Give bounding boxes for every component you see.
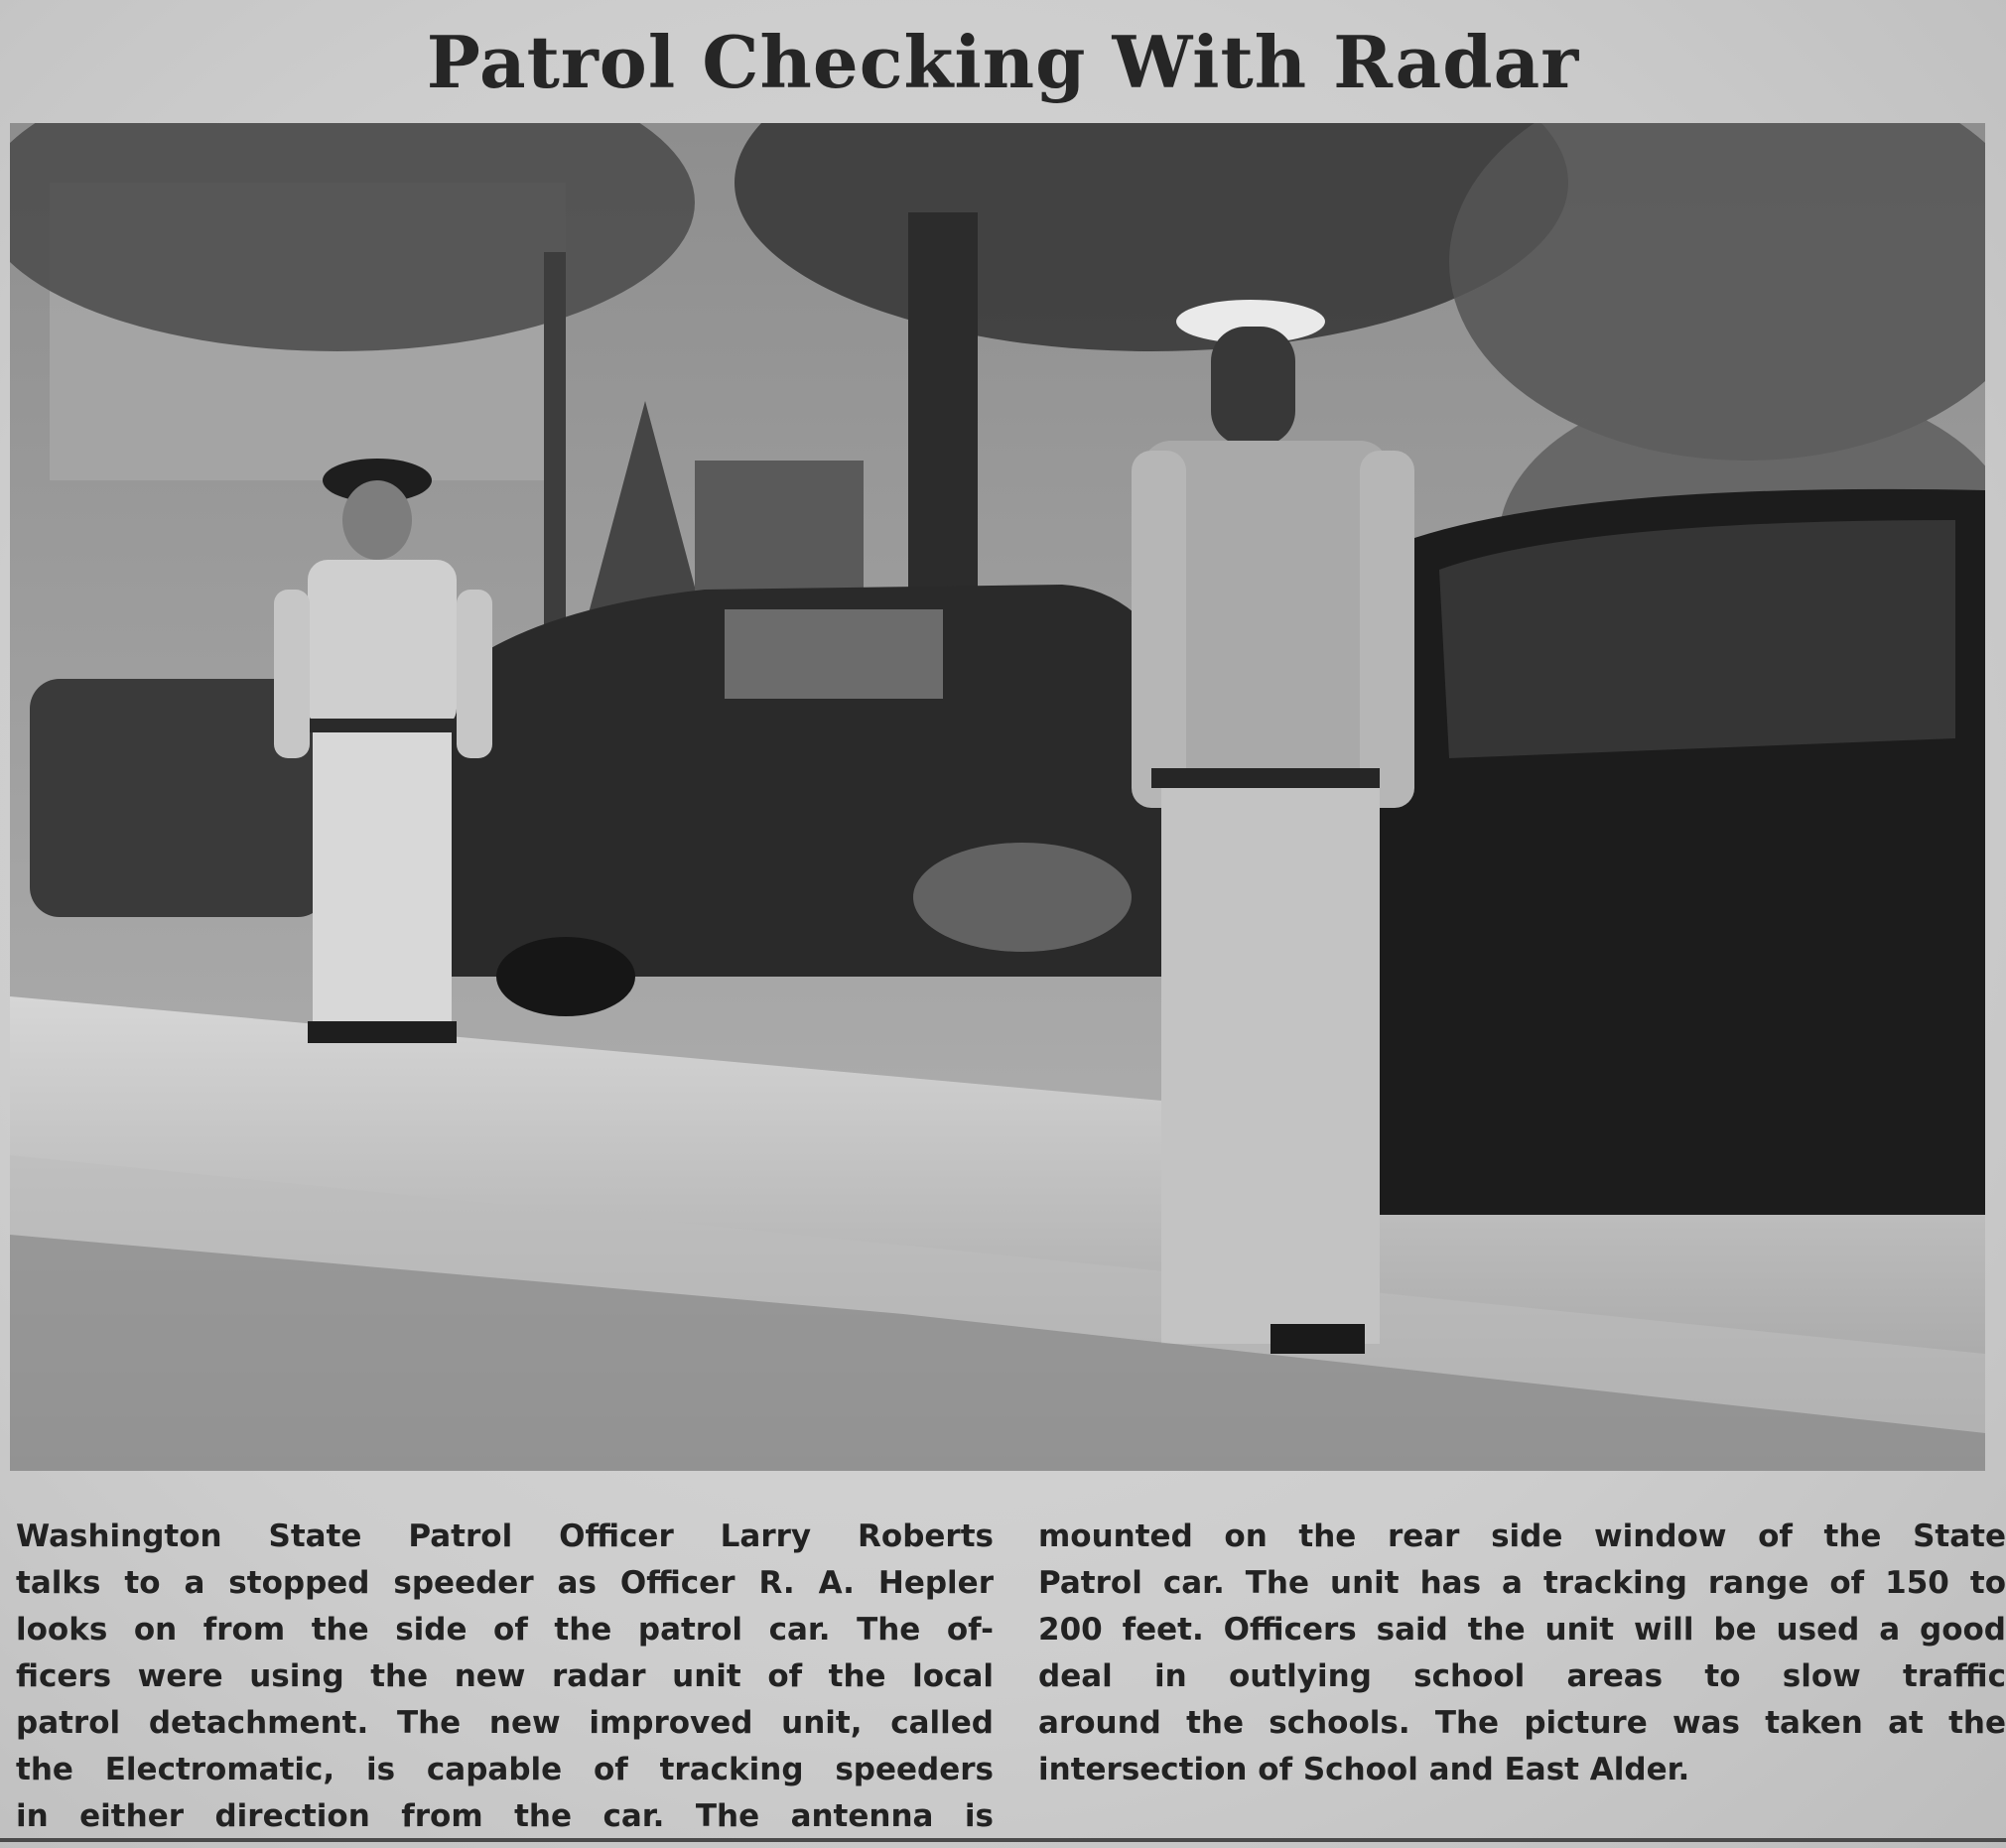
caption-line: in either direction from the car. The antenna is [16, 1798, 994, 1834]
stopped-car-wheel [496, 937, 635, 1016]
caption-line: Patrol car. The unit has a tracking range of 150 to [1038, 1565, 2006, 1601]
caption-line: patrol detachment. The new improved unit, called [16, 1705, 994, 1741]
caption-line: around the schools. The picture was taken at the [1038, 1705, 2006, 1741]
officer-left-belt [308, 719, 457, 732]
officer-left-torso [308, 560, 457, 728]
officer-right-belt [1151, 768, 1380, 788]
caption-line: mounted on the rear side window of the State [1038, 1518, 2006, 1554]
caption-line: ficers were using the new radar unit of the local [16, 1658, 994, 1694]
patrol-car-window [1439, 520, 1955, 758]
officer-left-arm-right [457, 590, 492, 758]
caption-line: 200 feet. Officers said the unit will be used a good [1038, 1612, 2006, 1648]
caption-line: the Electromatic, is capable of tracking speeders [16, 1752, 994, 1787]
caption-line: intersection of School and East Alder. [1038, 1752, 1690, 1787]
stopped-car-window [725, 609, 943, 699]
officer-right-arm-left [1132, 451, 1186, 808]
officer-right-shoes [1270, 1324, 1365, 1354]
officer-right-arm-right [1360, 451, 1414, 808]
caption-line: talks to a stopped speeder as Officer R. A. Hepler [16, 1565, 994, 1601]
officer-left-head [342, 480, 412, 560]
caption-line: Washington State Patrol Officer Larry Roberts [16, 1518, 994, 1554]
officer-left-shoes [308, 1021, 457, 1043]
photo-illustration [10, 123, 1985, 1471]
bottom-rule [0, 1838, 2006, 1842]
caption-column-left [16, 1514, 994, 1840]
headline: Patrol Checking With Radar [426, 20, 1580, 104]
news-photo [10, 123, 1985, 1471]
photo-caption [16, 1514, 2006, 1834]
officer-right-legs [1161, 788, 1380, 1344]
officer-right [1132, 300, 1414, 1354]
caption-line: looks on from the side of the patrol car. The of- [16, 1612, 994, 1648]
caption-column-right [1038, 1514, 2006, 1793]
officer-left-legs [313, 732, 452, 1030]
stopped-car-grille [913, 843, 1132, 952]
officer-left-arm-left [274, 590, 310, 758]
caption-line: deal in outlying school areas to slow traffic [1038, 1658, 2006, 1694]
officer-right-head [1211, 327, 1295, 446]
